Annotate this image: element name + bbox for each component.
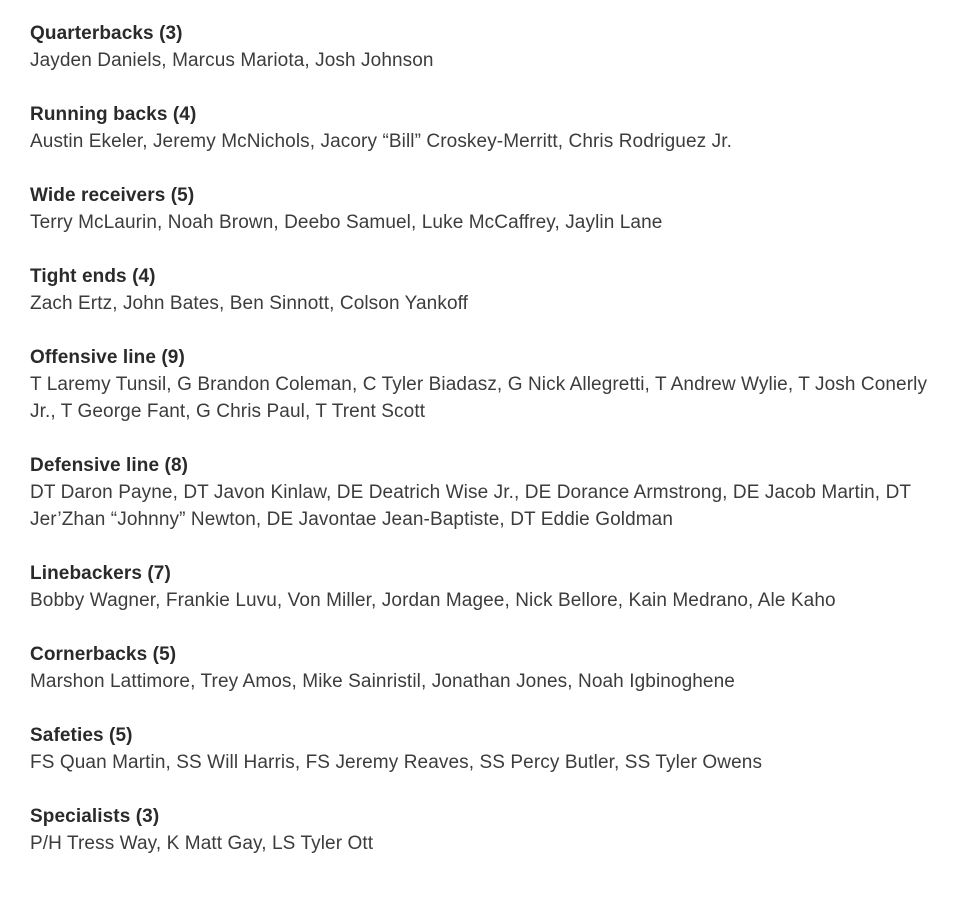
player-list: Zach Ertz, John Bates, Ben Sinnott, Colson Yankoff — [30, 293, 469, 314]
section-heading: Defensive line (8) — [30, 455, 189, 476]
player-list: Bobby Wagner, Frankie Luvu, Von Miller, Jordan Magee, Nick Bellore, Kain Medrano, Ale Kaho — [30, 590, 836, 611]
section-quarterbacks — [30, 20, 930, 74]
section-heading: Specialists (3) — [30, 806, 160, 827]
section-heading: Offensive line (9) — [30, 347, 185, 368]
section-linebackers — [30, 560, 930, 614]
section-heading: Tight ends (4) — [30, 266, 156, 287]
player-list: P/H Tress Way, K Matt Gay, LS Tyler Ott — [30, 833, 374, 854]
section-heading: Safeties (5) — [30, 725, 133, 746]
player-list: Marshon Lattimore, Trey Amos, Mike Sainristil, Jonathan Jones, Noah Igbinoghene — [30, 671, 735, 692]
player-list: DT Daron Payne, DT Javon Kinlaw, DE Deatrich Wise Jr., DE Dorance Armstrong, DE Jacob Martin, DT Jer’Zhan “Johnny” Newton, DE Javontae Jean-Baptiste, DT Eddie Goldman — [30, 482, 911, 530]
player-list: FS Quan Martin, SS Will Harris, FS Jeremy Reaves, SS Percy Butler, SS Tyler Owens — [30, 752, 763, 773]
section-safeties — [30, 722, 930, 776]
section-tight-ends — [30, 263, 930, 317]
section-heading: Cornerbacks (5) — [30, 644, 177, 665]
section-defensive-line — [30, 452, 930, 533]
section-wide-receivers — [30, 182, 930, 236]
section-cornerbacks — [30, 641, 930, 695]
section-running-backs — [30, 101, 930, 155]
section-heading: Running backs (4) — [30, 104, 197, 125]
section-heading: Wide receivers (5) — [30, 185, 195, 206]
player-list: Austin Ekeler, Jeremy McNichols, Jacory “Bill” Croskey-Merritt, Chris Rodriguez Jr. — [30, 131, 732, 152]
player-list: Terry McLaurin, Noah Brown, Deebo Samuel, Luke McCaffrey, Jaylin Lane — [30, 212, 663, 233]
roster-document — [30, 20, 930, 857]
section-heading: Linebackers (7) — [30, 563, 171, 584]
section-heading: Quarterbacks (3) — [30, 23, 183, 44]
section-offensive-line — [30, 344, 930, 425]
player-list: T Laremy Tunsil, G Brandon Coleman, C Tyler Biadasz, G Nick Allegretti, T Andrew Wylie, T Josh Conerly Jr., T George Fant, G Chris Paul, T Trent Scott — [30, 374, 928, 422]
section-specialists — [30, 803, 930, 857]
player-list: Jayden Daniels, Marcus Mariota, Josh Johnson — [30, 50, 434, 71]
